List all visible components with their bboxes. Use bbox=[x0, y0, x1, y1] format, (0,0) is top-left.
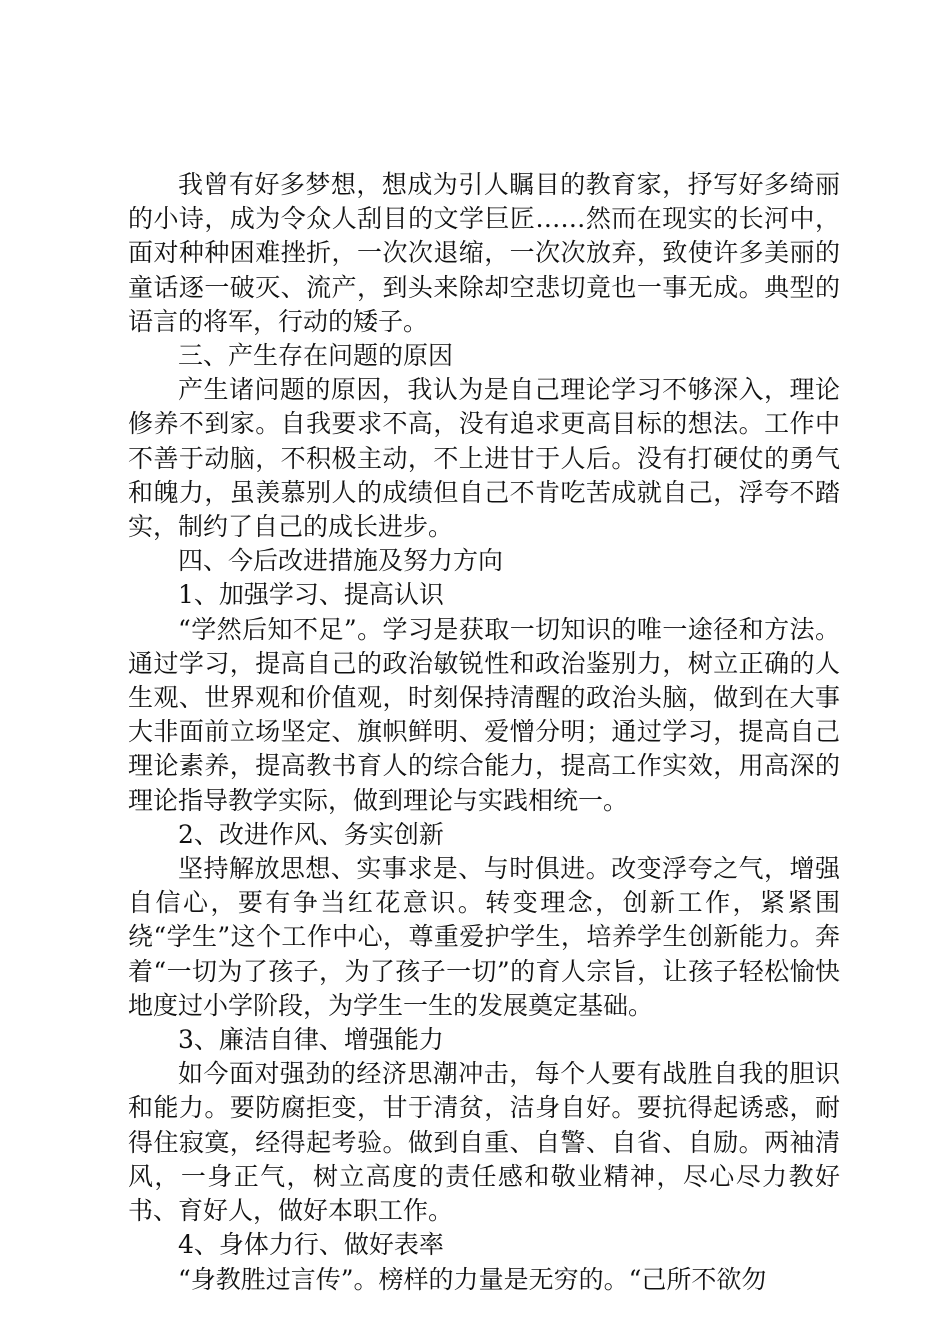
paragraph-dreams: 我曾有好多梦想，想成为引人瞩目的教育家，抒写好多绮丽的小诗，成为令众人刮目的文学巨匠……然而在现实的长河中，面对种种困难挫折，一次次退缩，一次次放弃，致使许多美丽的童话逐一破灭、流产，到头来除却空悲切竟也一事无成。典型的语言的将军，行动的矮子。 bbox=[128, 170, 840, 336]
paragraph-integrity: 如今面对强劲的经济思潮冲击，每个人要有战胜自我的胆识和能力。要防腐拒变，甘于清贫，洁身自好。要抗得起诱惑，耐得住寂寞，经得起考验。做到自重、自警、自省、自励。两袖清风，一身正气，树立高度的责任感和敬业精神，尽心尽力教好书、育好人，做好本职工作。 bbox=[128, 1059, 840, 1226]
subheading-study: 1、加强学习、提高认识 bbox=[178, 580, 444, 610]
subheading-example: 4、身体力行、做好表率 bbox=[178, 1230, 444, 1260]
subheading-integrity: 3、廉洁自律、增强能力 bbox=[178, 1025, 444, 1055]
document-body bbox=[128, 168, 840, 1297]
section-heading-causes: 三、产生存在问题的原因 bbox=[178, 341, 454, 371]
paragraph-example: “身教胜过言传”。榜样的力量是无穷的。“己所不欲勿 bbox=[178, 1264, 767, 1294]
section-heading-measures: 四、今后改进措施及努力方向 bbox=[178, 546, 504, 576]
paragraph-causes: 产生诸问题的原因，我认为是自己理论学习不够深入，理论修养不到家。自我要求不高，没有追求更高目标的想法。工作中不善于动脑，不积极主动，不上进甘于人后。没有打硬仗的勇气和魄力，虽羡慕别人的成绩但自己不肯吃苦成就自己，浮夸不踏实，制约了自己的成长进步。 bbox=[128, 375, 840, 542]
paragraph-study: “学然后知不足”。学习是获取一切知识的唯一途径和方法。通过学习，提高自己的政治敏锐性和政治鉴别力，树立正确的人生观、世界观和价值观，时刻保持清醒的政治头脑，做到在大事大非面前立场坚定、旗帜鲜明、爱憎分明；通过学习，提高自己理论素养，提高教书育人的综合能力，提高工作实效，用高深的理论指导教学实际，做到理论与实践相统一。 bbox=[128, 614, 840, 815]
paragraph-style: 坚持解放思想、实事求是、与时俱进。改变浮夸之气，增强自信心，要有争当红花意识。转变理念，创新工作，紧紧围绕“学生”这个工作中心，尊重爱护学生，培养学生创新能力。奔着“一切为了孩子，为了孩子一切”的育人宗旨，让孩子轻松愉快地度过小学阶段，为学生一生的发展奠定基础。 bbox=[128, 854, 840, 1020]
subheading-style: 2、改进作风、务实创新 bbox=[178, 819, 444, 849]
